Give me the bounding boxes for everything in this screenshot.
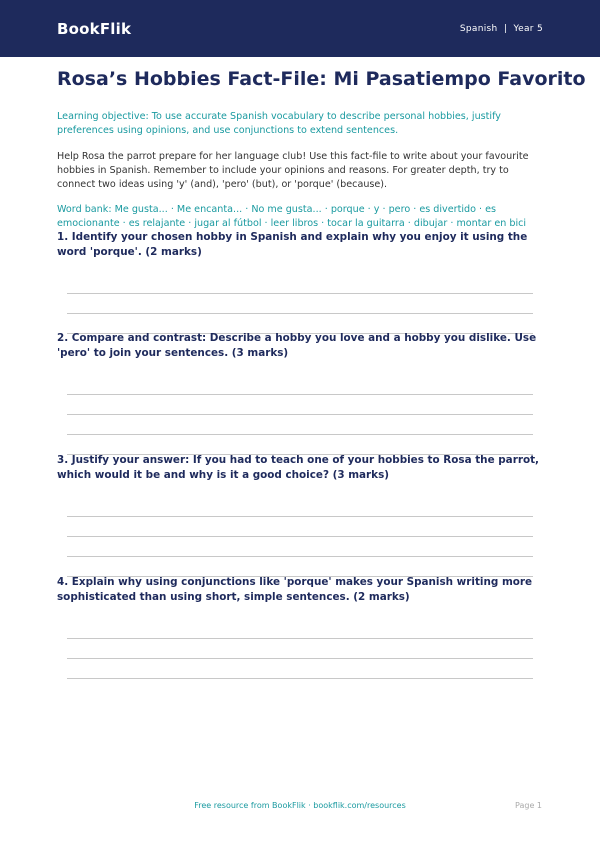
footer-credit-link[interactable]: Free resource from BookFlik · bookflik.com/resources: [194, 801, 406, 810]
brand-logo[interactable]: BookFlik: [57, 19, 132, 38]
answer-line[interactable]: [67, 516, 533, 517]
question-2-text: 2. Compare and contrast: Describe a hobby you love and a hobby you dislike. Use 'pero' to join your sentences. (3 marks): [57, 332, 537, 359]
question-1-text: 1. Identify your chosen hobby in Spanish and explain why you enjoy it using the word 'porque'. (2 marks): [57, 231, 528, 258]
worksheet-content: [57, 57, 586, 231]
answer-line[interactable]: [67, 658, 533, 659]
answer-line[interactable]: [67, 678, 533, 679]
answer-line[interactable]: [67, 556, 533, 557]
question-4-text: 4. Explain why using conjunctions like 'porque' makes your Spanish writing more sophisticated than using short, simple sentences. (2 marks): [57, 576, 533, 603]
answer-line[interactable]: [67, 394, 533, 395]
year-label: Year 5: [513, 23, 543, 34]
separator: |: [503, 23, 508, 34]
answer-line[interactable]: [67, 313, 533, 314]
page-number: Page 1: [515, 801, 542, 810]
subject-year-label: [460, 24, 543, 34]
question-4: [57, 575, 543, 605]
answer-line[interactable]: [67, 434, 533, 435]
question-3: [57, 453, 543, 483]
question-3-text: 3. Justify your answer: If you had to teach one of your hobbies to Rosa the parrot, which would it be and why is it a good choice? (3 marks): [57, 454, 539, 481]
subject-label: Spanish: [459, 23, 498, 34]
answer-line[interactable]: [67, 536, 533, 537]
footer: [0, 801, 600, 815]
answer-line[interactable]: [67, 293, 533, 294]
learning-objective: Learning objective: To use accurate Spanish vocabulary to describe personal hobbies, justify preferences using opinions, and use conjunctions to extend sentences.: [57, 111, 501, 136]
intro-text: Help Rosa the parrot prepare for her language club! Use this fact-file to write about your favourite hobbies in Spanish. Remember to include your opinions and reasons. For greater depth, try to connect two ideas using 'y' (and), 'pero' (but), or 'porque' (because).: [57, 151, 529, 190]
word-bank: Word bank: Me gusta... · Me encanta... · No me gusta... · porque · y · pero · es divertido · es emocionante · es relajante · jugar al fútbol · leer libros · tocar la guitarra · dibujar · montar en bici: [57, 204, 527, 229]
answer-line[interactable]: [67, 414, 533, 415]
question-2: [57, 331, 543, 361]
answer-line[interactable]: [67, 638, 533, 639]
page-title: Rosa’s Hobbies Fact-File: Mi Pasatiempo Favorito: [57, 68, 586, 90]
question-1: [57, 230, 543, 260]
header-bar: [0, 0, 600, 57]
